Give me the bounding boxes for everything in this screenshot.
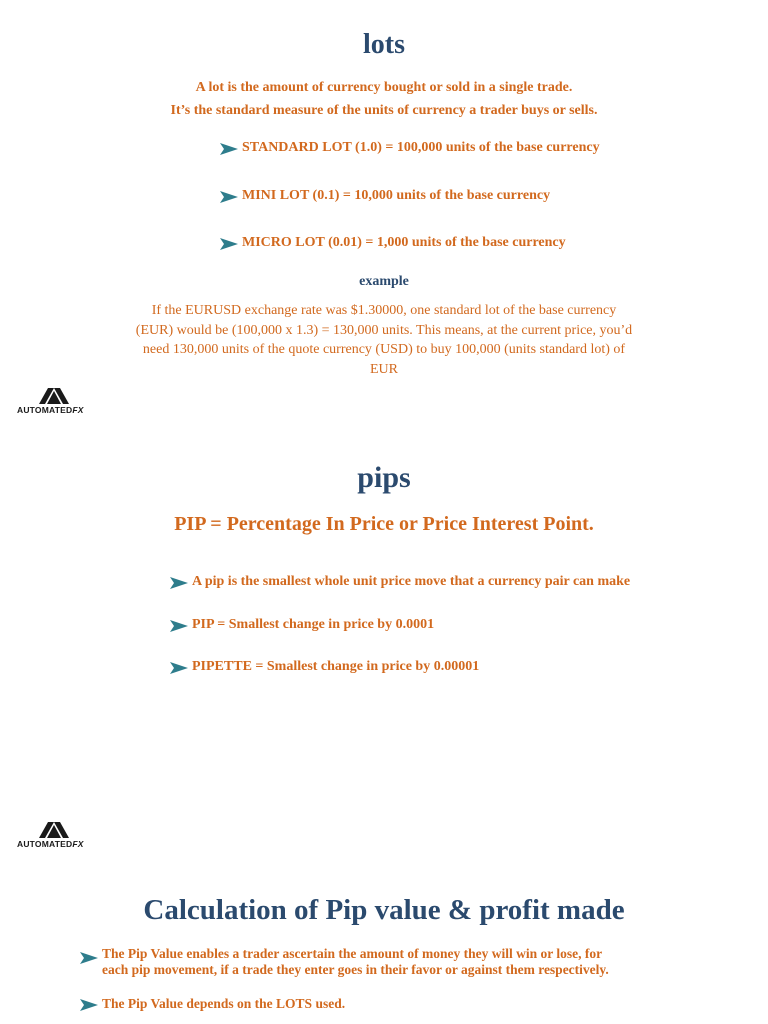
- pips-bullet: [170, 574, 630, 590]
- logo-wordmark: [17, 405, 97, 415]
- pips-bullet-text: PIP = Smallest change in price by 0.0001: [192, 617, 435, 632]
- logo-brand-main: AUTOMATED: [17, 839, 73, 849]
- logo-wordmark: [17, 839, 97, 849]
- lots-bullet-mini: [220, 188, 550, 204]
- example-line: EUR: [370, 361, 398, 377]
- calc-bullet-line: The Pip Value depends on the LOTS used.: [102, 996, 346, 1011]
- lots-bullet-text: MICRO LOT (0.01) = 1,000 units of the base currency: [242, 235, 566, 250]
- logo-brand-suffix: FX: [72, 839, 84, 849]
- pip-definition: PIP = Percentage In Price or Price Interest Point.: [174, 513, 594, 535]
- calc-bullet: [80, 996, 345, 1012]
- arrow-bullet-icon: [220, 191, 238, 203]
- pips-bullet-text: A pip is the smallest whole unit price move that a currency pair can make: [192, 574, 631, 589]
- logo-brand-suffix: FX: [72, 405, 84, 415]
- arrow-bullet-icon: [170, 662, 188, 674]
- arrow-bullet-icon: [80, 999, 98, 1011]
- calc-bullet-line: each pip movement, if a trade they enter goes in their favor or against them respectively.: [102, 962, 609, 977]
- automatedfx-logo: [17, 822, 97, 852]
- lots-bullet-text: MINI LOT (0.1) = 10,000 units of the base currency: [242, 188, 551, 203]
- example-line: (EUR) would be (100,000 x 1.3) = 130,000 units. This means, at the current price, you’d: [135, 322, 633, 338]
- lots-title: lots: [363, 29, 405, 60]
- pips-bullet: [170, 659, 479, 675]
- calc-bullet-line: The Pip Value enables a trader ascertain the amount of money they will win or lose, for: [102, 946, 603, 961]
- example-heading: example: [359, 274, 409, 289]
- lots-intro-line-1: A lot is the amount of currency bought or sold in a single trade.: [195, 80, 573, 95]
- lots-bullet-micro: [220, 235, 566, 251]
- automatedfx-logo: [17, 388, 97, 418]
- arrow-bullet-icon: [170, 620, 188, 632]
- example-line: If the EURUSD exchange rate was $1.30000, one standard lot of the base currency: [151, 303, 617, 318]
- example-paragraph: [0, 301, 768, 379]
- lots-bullet-standard: [220, 140, 600, 156]
- arrow-bullet-icon: [220, 143, 238, 155]
- automatedfx-logo-icon: [39, 388, 69, 404]
- arrow-bullet-icon: [220, 238, 238, 250]
- calc-bullet: [80, 946, 609, 978]
- arrow-bullet-icon: [80, 952, 98, 964]
- lots-intro-line-2: It’s the standard measure of the units of currency a trader buys or sells.: [170, 103, 598, 118]
- automatedfx-logo-icon: [39, 822, 69, 838]
- pips-bullet-text: PIPETTE = Smallest change in price by 0.00001: [192, 659, 480, 674]
- logo-brand-main: AUTOMATED: [17, 405, 73, 415]
- arrow-bullet-icon: [170, 577, 188, 589]
- example-line: need 130,000 units of the quote currency (USD) to buy 100,000 (units standard lot) of: [142, 342, 626, 357]
- lots-bullet-text: STANDARD LOT (1.0) = 100,000 units of the base currency: [242, 140, 600, 155]
- pips-bullet: [170, 617, 434, 633]
- pips-title: pips: [357, 461, 411, 494]
- calculation-title: Calculation of Pip value & profit made: [143, 894, 625, 926]
